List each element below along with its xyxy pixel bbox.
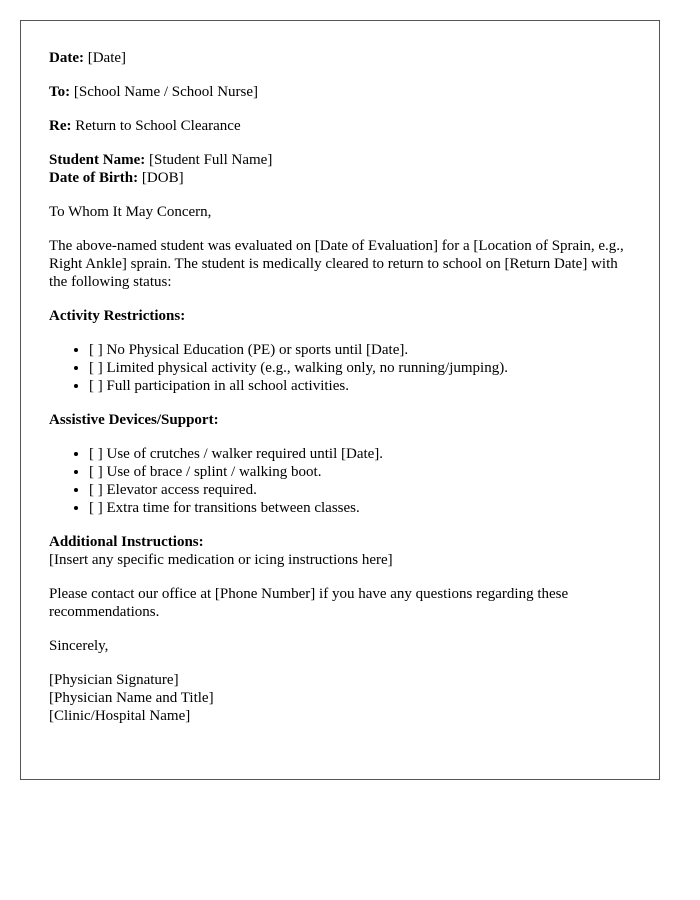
list-item: • [ ] Use of brace / splint / walking boot. [89,463,631,481]
date-label: Date: [49,50,84,66]
student-name-value: [Student Full Name] [145,152,273,168]
date-line [49,49,631,67]
assistive-devices-heading: Assistive Devices/Support: [49,412,219,428]
closing: Sincerely, [49,638,109,654]
student-name-line [49,151,631,169]
dob-value: [DOB] [138,170,184,186]
salutation: To Whom It May Concern, [49,204,212,220]
contact-paragraph: Please contact our office at [Phone Number] if you have any questions regarding these recommendations. [49,586,569,620]
physician-name-title: [Physician Name and Title] [49,690,214,706]
dob-label: Date of Birth: [49,170,139,186]
additional-instructions [49,533,631,569]
student-name-label: Student Name: [49,152,146,168]
signature-block [49,671,631,725]
re-value: Return to School Clearance [71,118,241,134]
re-label: Re: [49,118,72,134]
clinic-name: [Clinic/Hospital Name] [49,708,191,724]
to-value: [School Name / School Nurse] [70,84,259,100]
list-item: • [ ] Use of crutches / walker required until [Date]. [89,445,631,463]
activity-restrictions-heading: Activity Restrictions: [49,308,186,324]
assistive-devices-list [49,445,631,517]
physician-signature: [Physician Signature] [49,672,179,688]
date-value: [Date] [83,50,127,66]
dob-line [49,169,631,187]
re-line [49,117,631,135]
intro-paragraph: The above-named student was evaluated on [Date of Evaluation] for a [Location of Sprain, e.g., Right Ankle] sprain. The student is medically cleared to return to school on [Return Date] with the following status: [49,238,624,290]
list-item: • [ ] Extra time for transitions between classes. [89,499,631,517]
letter-page [20,20,660,780]
to-line [49,83,631,101]
list-item: • [ ] Limited physical activity (e.g., walking only, no running/jumping). [89,359,631,377]
list-item: • [ ] No Physical Education (PE) or sports until [Date]. [89,341,631,359]
list-item: • [ ] Elevator access required. [89,481,631,499]
to-label: To: [49,84,71,100]
additional-instructions-heading: Additional Instructions: [49,534,204,550]
additional-instructions-text: [Insert any specific medication or icing instructions here] [49,552,393,568]
activity-restrictions-list [49,341,631,395]
student-info [49,151,631,187]
list-item: • [ ] Full participation in all school activities. [89,377,631,395]
